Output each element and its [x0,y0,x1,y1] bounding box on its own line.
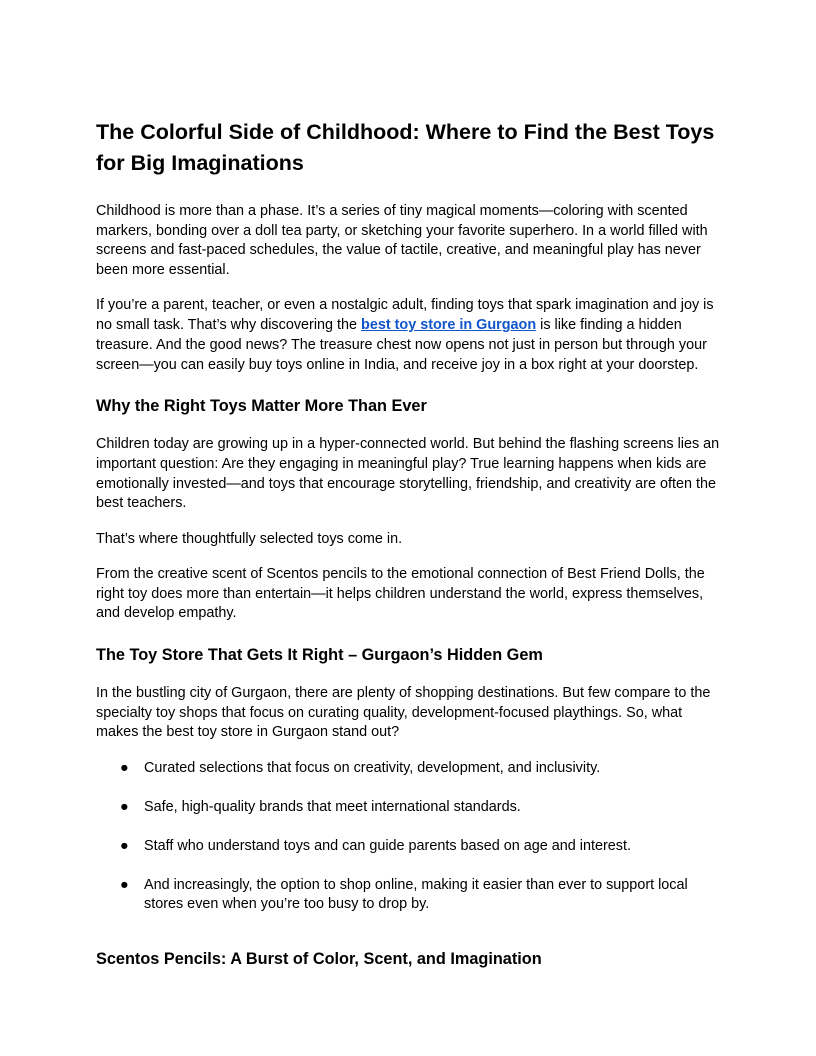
list-item [96,759,724,779]
section-heading-scentos-pencils: Scentos Pencils: A Burst of Color, Scent, and Imagination [96,950,542,969]
features-bullet-list [96,759,724,915]
section2-paragraph-1: In the bustling city of Gurgaon, there are plenty of shopping destinations. But few compare to the specialty toy shops that focus on curating quality, development-focused playthings. So, what makes the best toy store in Gurgaon stand out? [96,685,711,741]
bullet-icon: ● [120,798,129,815]
list-item-text: Curated selections that focus on creativity, development, and inclusivity. [144,759,601,776]
bullet-icon: ● [120,759,129,776]
section1-paragraph-3: From the creative scent of Scentos pencils to the emotional connection of Best Friend Dolls, the right toy does more than entertain—it helps children understand the world, express themselves, and develop empathy. [96,565,705,622]
bullet-icon: ● [120,876,129,893]
list-item-text: And increasingly, the option to shop online, making it easier than ever to support local stores even when you’re too busy to drop by. [144,876,688,913]
intro-text-before-link: If you’re a parent, teacher, or even a nostalgic adult, finding toys that spark imagination and joy is no small task. That’s why discovering the [96,297,714,334]
intro-paragraph-1: Childhood is more than a phase. It’s a series of tiny magical moments—coloring with scented markers, bonding over a doll tea party, or sketching your favorite superhero. In a world filled with screens and fast-paced schedules, the value of tactile, creative, and meaningful play has never been more essential. [96,203,708,279]
list-item [96,798,724,818]
list-item [96,837,724,857]
list-item-text: Safe, high-quality brands that meet international standards. [144,798,521,815]
intro-text-after-link: is like finding a hidden treasure. And the good news? The treasure chest now opens not just in person but through your screen—you can easily buy toys online in India, and receive joy in a box right at your doorstep. [96,317,707,373]
document-page [96,117,724,988]
intro-paragraph-2 [96,296,724,375]
section-heading-why-toys-matter: Why the Right Toys Matter More Than Ever [96,397,427,416]
list-item-text: Staff who understand toys and can guide parents based on age and interest. [144,837,631,854]
bullet-icon: ● [120,837,129,854]
article-title: The Colorful Side of Childhood: Where to Find the Best Toys for Big Imaginations [96,120,715,175]
section-heading-toy-store: The Toy Store That Gets It Right – Gurgaon’s Hidden Gem [96,646,543,665]
toy-store-link[interactable]: best toy store in Gurgaon [361,317,537,334]
list-item [96,876,724,915]
section1-paragraph-2: That’s where thoughtfully selected toys come in. [96,530,403,547]
section1-paragraph-1: Children today are growing up in a hyper-connected world. But behind the flashing screens lies an important question: Are they engaging in meaningful play? True learning happens when kids are emotionally invested—and toys that encourage storytelling, friendship, and creativity are often the best teachers. [96,436,720,512]
